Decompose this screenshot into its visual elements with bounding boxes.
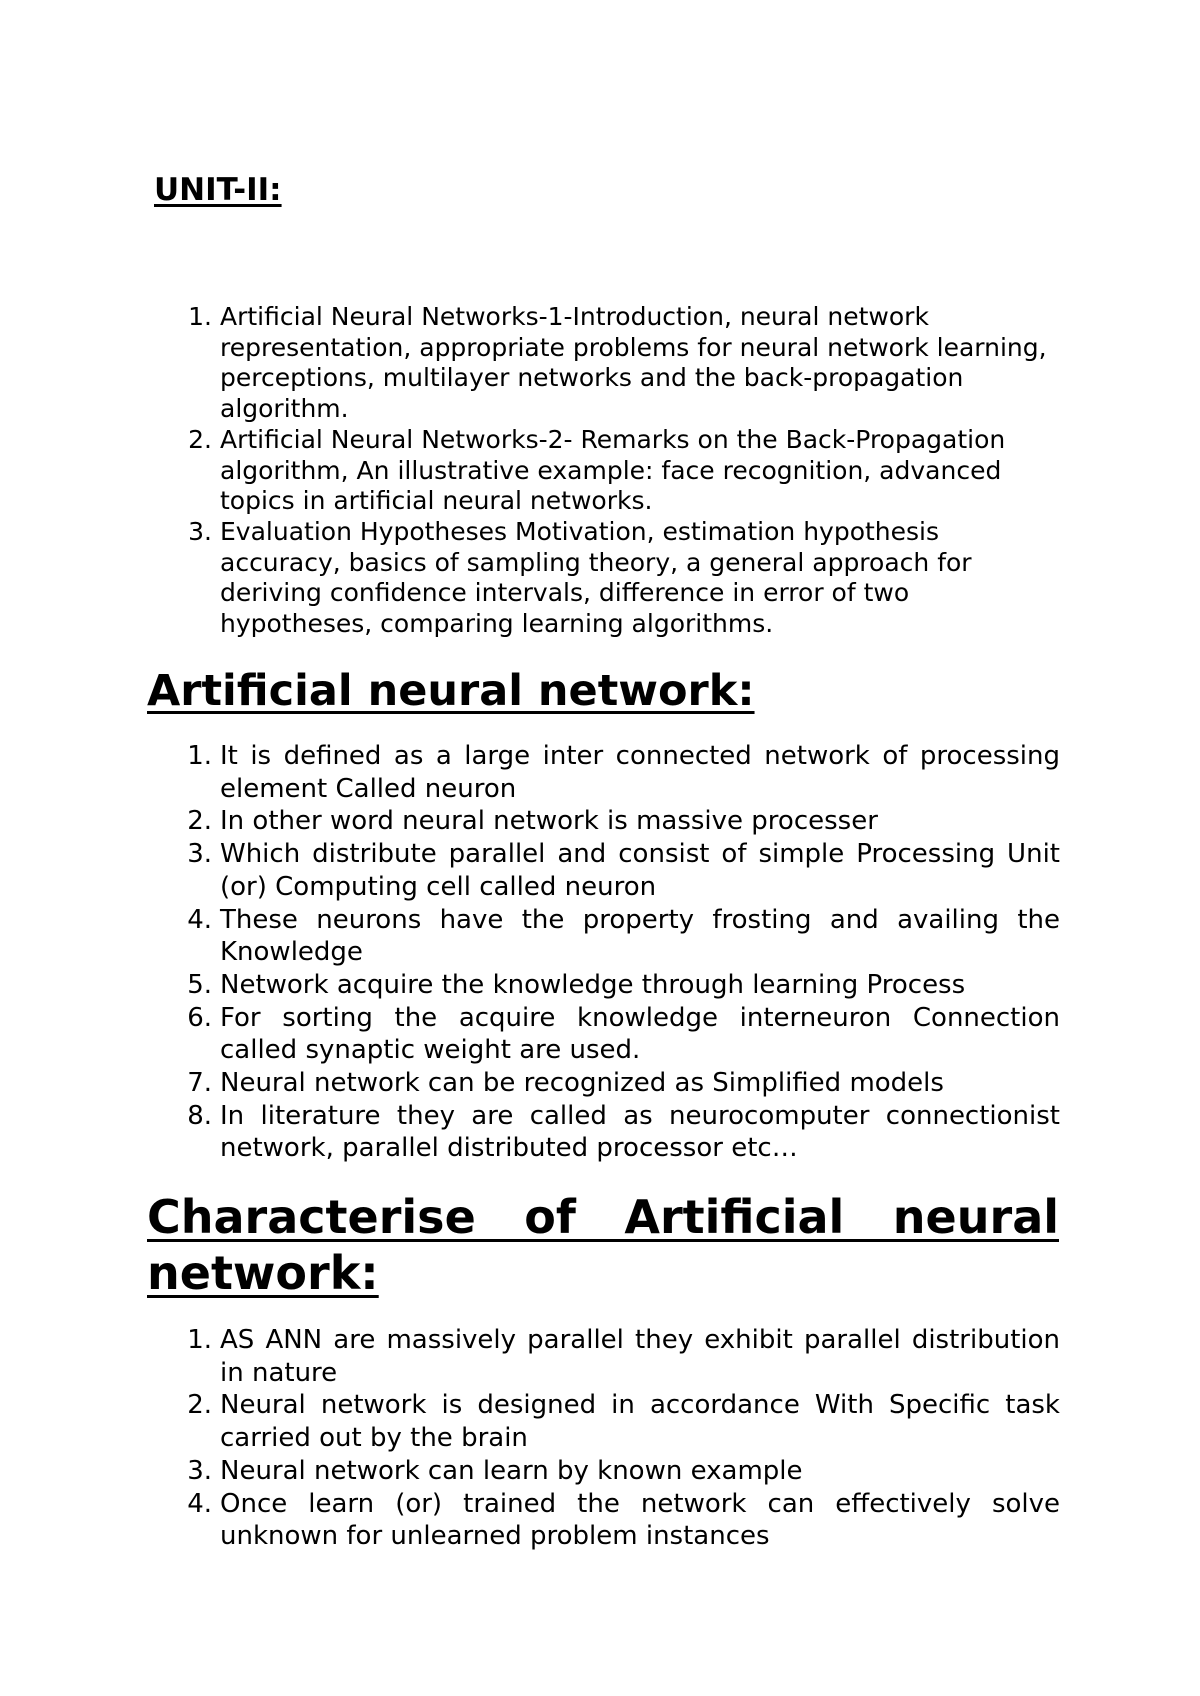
list-text: Neural network can be recognized as Simplified models [220, 1068, 944, 1099]
list-number: 1. [187, 741, 212, 771]
ann-definition-list [172, 740, 1060, 1165]
list-text: These neurons have the property frosting and availing the Knowledge [220, 904, 1060, 968]
list-number: 3. [188, 516, 212, 546]
list-text: In literature they are called as neurocomputer connectionist network, parallel distributed processor etc… [220, 1100, 1060, 1164]
list-text: It is defined as a large inter connected network of processing element Called neuron [220, 741, 1060, 804]
list-item [172, 1455, 1060, 1488]
list-number: 1. [188, 302, 212, 331]
list-text: In other word neural network is massive processer [220, 806, 878, 837]
list-item [172, 425, 1060, 517]
list-number: 4. [187, 1488, 212, 1519]
characteristics-list [172, 1324, 1060, 1553]
list-number: 2. [188, 424, 212, 454]
list-number: 3. [187, 839, 212, 870]
list-item [172, 838, 1060, 903]
list-item [172, 904, 1060, 969]
list-text: Which distribute parallel and consist of simple Processing Unit (or) Computing cell called neuron [220, 839, 1060, 902]
list-number: 8. [187, 1100, 212, 1131]
unit-title: UNIT-II: [154, 172, 282, 208]
list-item [172, 1067, 1060, 1100]
list-text: Network acquire the knowledge through learning Process [220, 969, 966, 1000]
list-text: Artificial Neural Networks-1-Introduction, neural network representation, appropriate problems for neural network learning, perceptions, multilayer networks and the back-propagation algorithm. [220, 302, 1047, 424]
list-text: For sorting the acquire knowledge interneuron Connection called synaptic weight are used. [220, 1002, 1060, 1066]
list-text: Evaluation Hypotheses Motivation, estimation hypothesis accuracy, basics of sampling theory, a general approach for deriving confidence intervals, difference in error of two hypotheses, comparing learning algorithms. [220, 516, 972, 639]
list-number: 6. [187, 1002, 212, 1033]
list-text: AS ANN are massively parallel they exhibit parallel distribution in nature [220, 1325, 1060, 1388]
list-number: 3. [187, 1455, 212, 1486]
list-item [172, 805, 1060, 838]
ann-heading: Artificial neural network: [147, 666, 755, 716]
list-item [172, 740, 1060, 805]
list-text: Neural network is designed in accordance With Specific task carried out by the brain [220, 1390, 1060, 1454]
list-text: Neural network can learn by known example [220, 1455, 803, 1486]
list-item [172, 1488, 1060, 1553]
list-item [172, 969, 1060, 1002]
list-item [172, 302, 1060, 425]
list-number: 2. [187, 806, 212, 837]
list-number: 2. [187, 1390, 212, 1421]
list-number: 4. [187, 904, 212, 935]
list-number: 7. [187, 1068, 212, 1099]
characteristics-heading: Characterise of Artificial neural network: [147, 1190, 1059, 1300]
list-item [172, 1389, 1060, 1454]
topics-list [172, 302, 1060, 640]
list-item [172, 1002, 1060, 1067]
list-text: Once learn (or) trained the network can effectively solve unknown for unlearned problem instances [220, 1488, 1060, 1552]
list-number: 5. [187, 969, 212, 1000]
list-item [172, 517, 1060, 640]
list-number: 1. [187, 1325, 212, 1355]
list-text: Artificial Neural Networks-2- Remarks on the Back-Propagation algorithm, An illustrative example: face recognition, advanced topics in artificial neural networks. [220, 424, 1006, 516]
list-item [172, 1100, 1060, 1165]
list-item [172, 1324, 1060, 1389]
